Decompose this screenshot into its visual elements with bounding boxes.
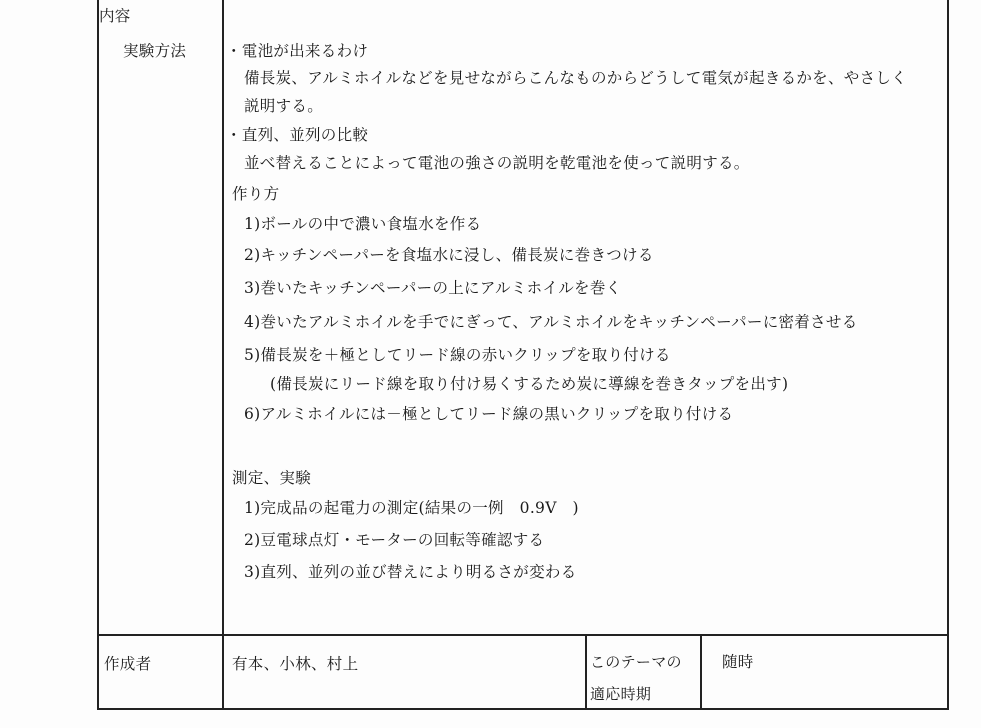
table-footer-top-border: [97, 634, 949, 636]
table-period-label-left-border: [585, 634, 587, 710]
step-line: 2)キッチンペーパーを食塩水に浸し、備長炭に巻きつける: [244, 246, 654, 264]
paragraph-line: 説明する。: [244, 97, 324, 115]
method-label: 実験方法: [123, 42, 187, 60]
author-label: 作成者: [104, 655, 152, 673]
step-line: 5)備長炭を＋極としてリード線の赤いクリップを取り付ける: [244, 346, 671, 364]
content-label: 内容: [99, 7, 131, 25]
measurement-line: 3)直列、並列の並び替えにより明るさが変わる: [244, 563, 577, 581]
step-line: 1)ボールの中で濃い食塩水を作る: [244, 215, 482, 233]
section-heading-series-parallel: ・直列、並列の比較: [226, 126, 369, 144]
section-heading-how-to-make: 作り方: [232, 185, 280, 203]
step-line: 6)アルミホイルには－極としてリード線の黒いクリップを取り付ける: [244, 405, 734, 423]
section-heading-battery-reason: ・電池が出来るわけ: [226, 42, 369, 60]
period-label-line1: このテーマの: [590, 653, 682, 671]
table-right-border: [947, 0, 949, 710]
paragraph-line: 備長炭、アルミホイルなどを見せながらこんなものからどうして電気が起きるかを、やさしく: [244, 69, 907, 87]
table-column-divider: [222, 0, 224, 710]
measurement-line: 2)豆電球点灯・モーターの回転等確認する: [244, 531, 545, 549]
step-note-line: (備長炭にリード線を取り付け易くするため炭に導線を巻きタップを出す): [270, 375, 789, 393]
measurement-line: 1)完成品の起電力の測定(結果の一例 0.9V ): [244, 499, 579, 517]
period-value: 随時: [722, 653, 754, 671]
step-line: 4)巻いたアルミホイルを手でにぎって、アルミホイルをキッチンペーパーに密着させる: [244, 313, 858, 331]
table-period-label-right-border: [700, 634, 702, 710]
step-line: 3)巻いたキッチンペーパーの上にアルミホイルを巻く: [244, 279, 622, 297]
paragraph-line: 並べ替えることによって電池の強さの説明を乾電池を使って説明する。: [244, 154, 750, 172]
table-left-border: [97, 0, 99, 710]
period-label-line2: 適応時期: [590, 685, 652, 703]
table-bottom-border: [97, 708, 949, 710]
section-heading-measurement: 測定、実験: [232, 469, 312, 487]
author-value: 有本、小林、村上: [232, 655, 359, 673]
